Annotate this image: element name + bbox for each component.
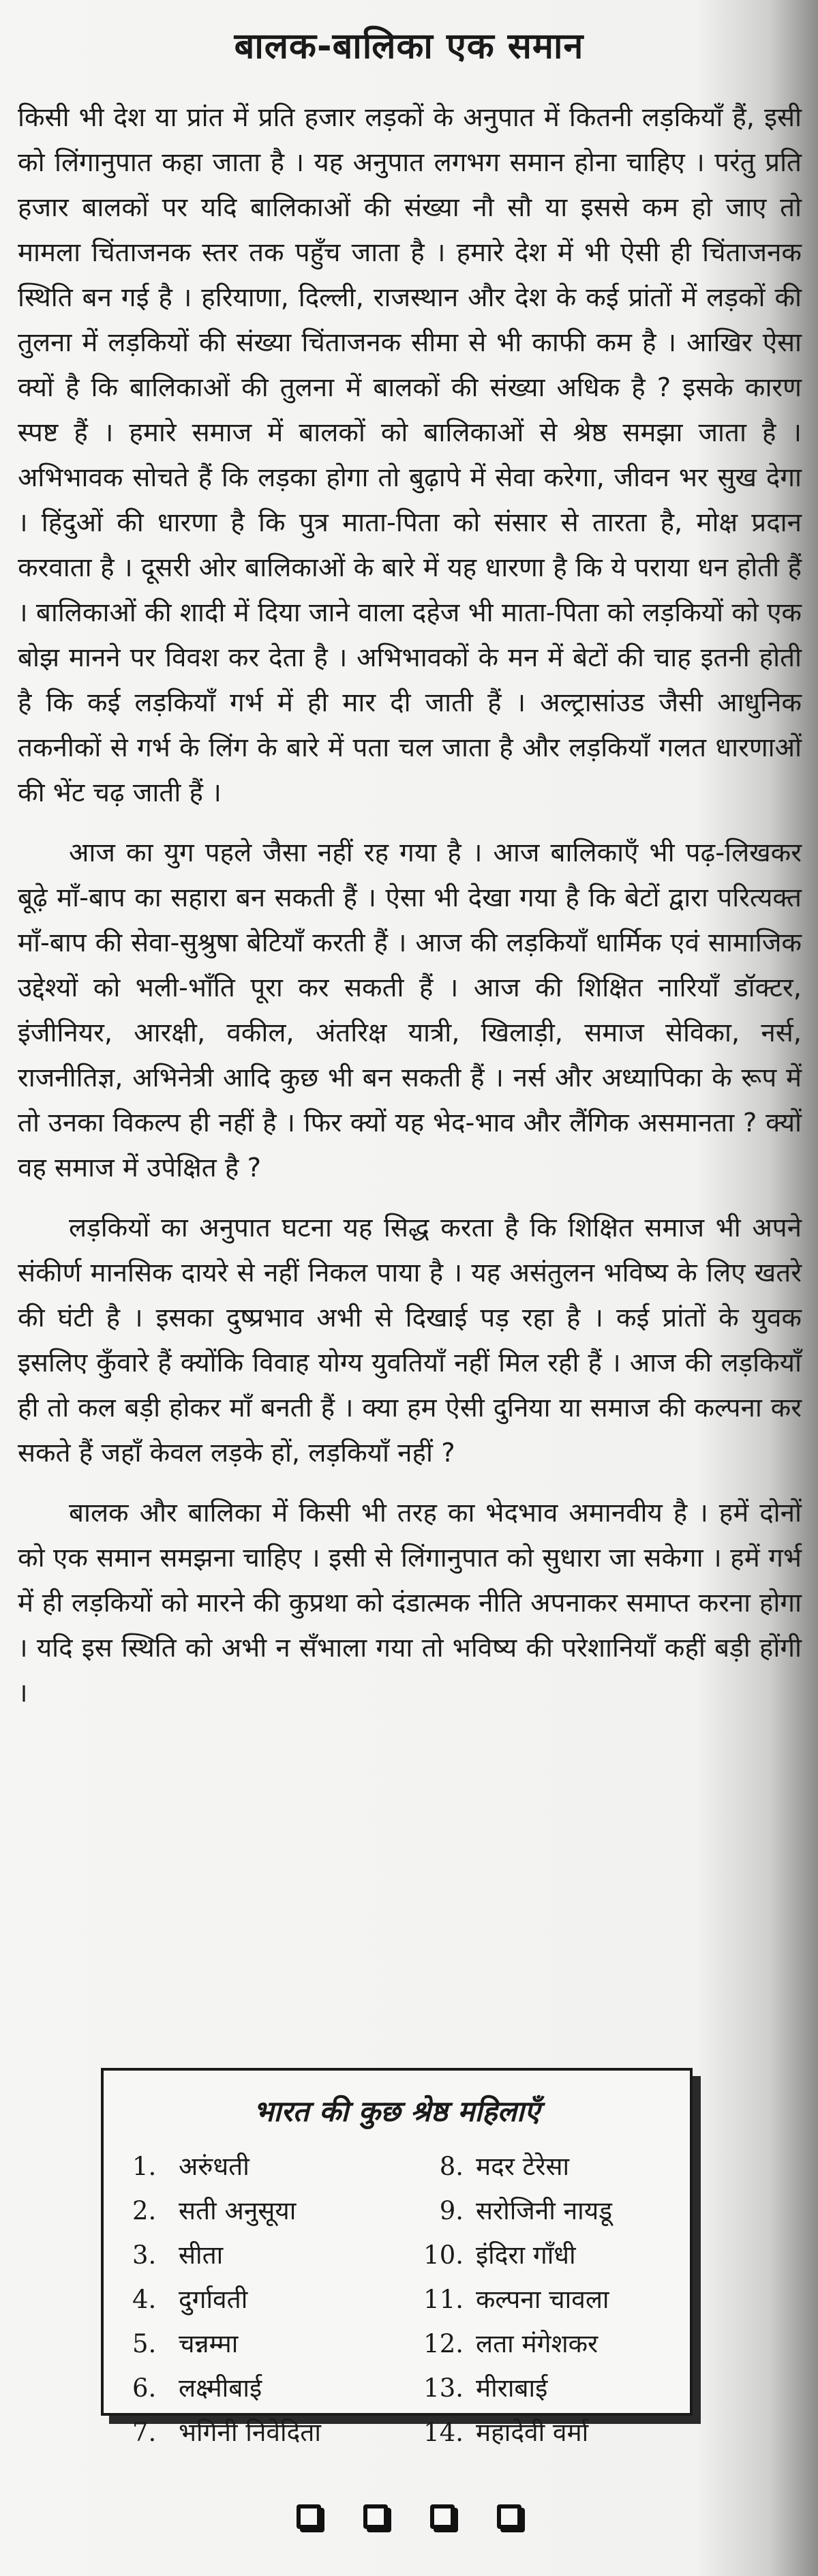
paragraph-1: किसी भी देश या प्रांत में प्रति हजार लड़कों के अनुपात में कितनी लड़कियाँ हैं, इसी को लिंगानुपात कहा जाता है । यह अनुपात लगभग समान होना चाहिए । परंतु प्रति हजार बालकों पर यदि बालिकाओं की संख्या नौ सौ या इससे कम हो जाए तो मामला चिंताजनक स्तर तक पहुँच जाता है । हमारे देश में भी ऐसी ही चिंताजनक स्थिति बन गई है । हरियाणा, दिल्ली, राजस्थान और देश के कई प्रांतों में लड़कों की तुलना में लड़कियों की संख्या चिंताजनक सीमा से भी काफी कम है । आखिर ऐसा क्यों है कि बालिकाओं की तुलना में बालकों की संख्या अधिक है ? इसके कारण स्पष्ट हैं । हमारे समाज में बालकों को बालिकाओं से श्रेष्ठ समझा जाता है । अभिभावक सोचते हैं कि लड़का होगा तो बुढ़ापे में सेवा करेगा, जीवन भर सुख देगा । हिंदुओं की धारणा है कि पुत्र माता-पिता को संसार से तारता है, मोक्ष प्रदान करवाता है । दूसरी ओर बालिकाओं के बारे में यह धारणा है कि ये पराया धन होती हैं । बालिकाओं की शादी में दिया जाने वाला दहेज भी माता-पिता को लड़कियों को एक बोझ मानने पर विवश कर देता है । अभिभावकों के मन में बेटों की चाह इतनी होती है कि कई लड़कियाँ गर्भ में ही मार दी जाती हैं । अल्ट्रासांउड जैसी आधुनिक तकनीकों से गर्भ के लिंग के बारे में पता चल जाता है और लड़कियाँ गलत धारणाओं की भेंट चढ़ जाती हैं । (18, 102, 802, 808)
item-number: 8. (439, 2152, 464, 2181)
item-number: 11. (423, 2285, 464, 2314)
item-number: 7. (132, 2418, 157, 2447)
list-item (406, 2410, 612, 2455)
item-number: 12. (423, 2329, 464, 2358)
list-item (132, 2233, 321, 2277)
item-name: इंदिरा गाँधी (476, 2240, 576, 2270)
paragraph-4: बालक और बालिका में किसी भी तरह का भेदभाव अमानवीय है । हमें दोनों को एक समान समझना चाहिए । इसी से लिंगानुपात को सुधारा जा सकेगा । हमें गर्भ में ही लड़कियों को मारने की कुप्रथा को दंडात्मक नीति अपनाकर समाप्त करना होगा । यदि इस स्थिति को अभी न सँभाला गया तो भविष्य की परेशानियाँ कहीं बड़ी होंगी । (18, 1498, 802, 1708)
women-list-left (132, 2144, 321, 2455)
paragraph-2: आज का युग पहले जैसा नहीं रह गया है । आज बालिकाएँ भी पढ़-लिखकर बूढ़े माँ-बाप का सहारा बन सकती हैं । ऐसा भी देखा गया है कि बेटों द्वारा परित्यक्त माँ-बाप की सेवा-सुश्रुषा बेटियाँ करती हैं । आज की लड़कियाँ धार्मिक एवं सामाजिक उद्देश्यों को भली-भाँति पूरा कर सकती हैं । आज की शिक्षित नारियाँ डॉक्टर, इंजीनियर, आरक्षी, वकील, अंतरिक्ष यात्री, खिलाड़ी, समाज सेविका, नर्स, राजनीतिज्ञ, अभिनेत्री आदि कुछ भी बन सकती हैं । नर्स और अध्यापिका के रूप में तो उनका विकल्प ही नहीं है । फिर क्यों यह भेद-भाव और लैंगिक असमानता ? क्यों वह समाज में उपेक्षित है ? (18, 838, 802, 1183)
item-name: लता मंगेशकर (476, 2329, 599, 2358)
list-item (132, 2322, 321, 2366)
list-item (132, 2277, 321, 2322)
women-list-right (406, 2144, 612, 2455)
item-name: महादेवी वर्मा (476, 2418, 589, 2447)
list-item (132, 2189, 321, 2233)
list-item (406, 2233, 612, 2277)
item-number: 13. (423, 2373, 464, 2403)
item-name: मीराबाई (476, 2373, 548, 2403)
square-icon (297, 2504, 321, 2529)
item-number: 10. (423, 2240, 464, 2270)
item-number: 2. (132, 2196, 157, 2225)
list-item (406, 2322, 612, 2366)
item-name: सीता (179, 2240, 224, 2270)
decorative-squares (0, 2504, 818, 2532)
paragraph-3: लड़कियों का अनुपात घटना यह सिद्ध करता है कि शिक्षित समाज भी अपने संकीर्ण मानसिक दायरे से नहीं निकल पाया है । यह असंतुलन भविष्य के लिए खतरे की घंटी है । इसका दुष्प्रभाव अभी से दिखाई पड़ रहा है । कई प्रांतों के युवक इसलिए कुँवारे हैं क्योंकि विवाह योग्य युवतियाँ नहीं मिल रही हैं । आज की लड़कियाँ ही तो कल बड़ी होकर माँ बनती हैं । क्या हम ऐसी दुनिया या समाज की कल्पना कर सकते हैं जहाँ केवल लड़के हों, लड़कियाँ नहीं ? (18, 1213, 802, 1468)
item-name: अरुंधती (179, 2152, 249, 2181)
item-name: दुर्गावती (179, 2285, 248, 2314)
list-item (406, 2189, 612, 2233)
page-title: बालक-बालिका एक समान (234, 26, 584, 67)
item-name: सती अनुसूया (179, 2196, 297, 2225)
box-title: भारत की कुछ श्रेष्ठ महिलाएँ (253, 2094, 541, 2128)
item-number: 6. (132, 2373, 157, 2403)
list-item (132, 2410, 321, 2455)
list-item (406, 2144, 612, 2189)
square-icon (497, 2504, 521, 2529)
item-name: मदर टेरेसा (476, 2152, 570, 2181)
item-number: 3. (132, 2240, 157, 2270)
item-number: 14. (423, 2418, 464, 2447)
item-number: 1. (132, 2152, 157, 2181)
item-name: भगिनी निवेदिता (179, 2418, 321, 2447)
essay-body (18, 95, 802, 1731)
item-name: चन्नम्मा (179, 2329, 239, 2358)
item-name: लक्ष्मीबाई (179, 2373, 262, 2403)
famous-women-box (101, 2068, 693, 2447)
list-item (132, 2144, 321, 2189)
item-name: कल्पना चावला (476, 2285, 609, 2314)
item-number: 5. (132, 2329, 157, 2358)
item-number: 4. (132, 2285, 157, 2314)
item-number: 9. (439, 2196, 464, 2225)
list-item (406, 2366, 612, 2410)
item-name: सरोजिनी नायडू (476, 2196, 613, 2225)
square-icon (363, 2504, 388, 2529)
list-item (132, 2366, 321, 2410)
list-item (406, 2277, 612, 2322)
square-icon (430, 2504, 455, 2529)
